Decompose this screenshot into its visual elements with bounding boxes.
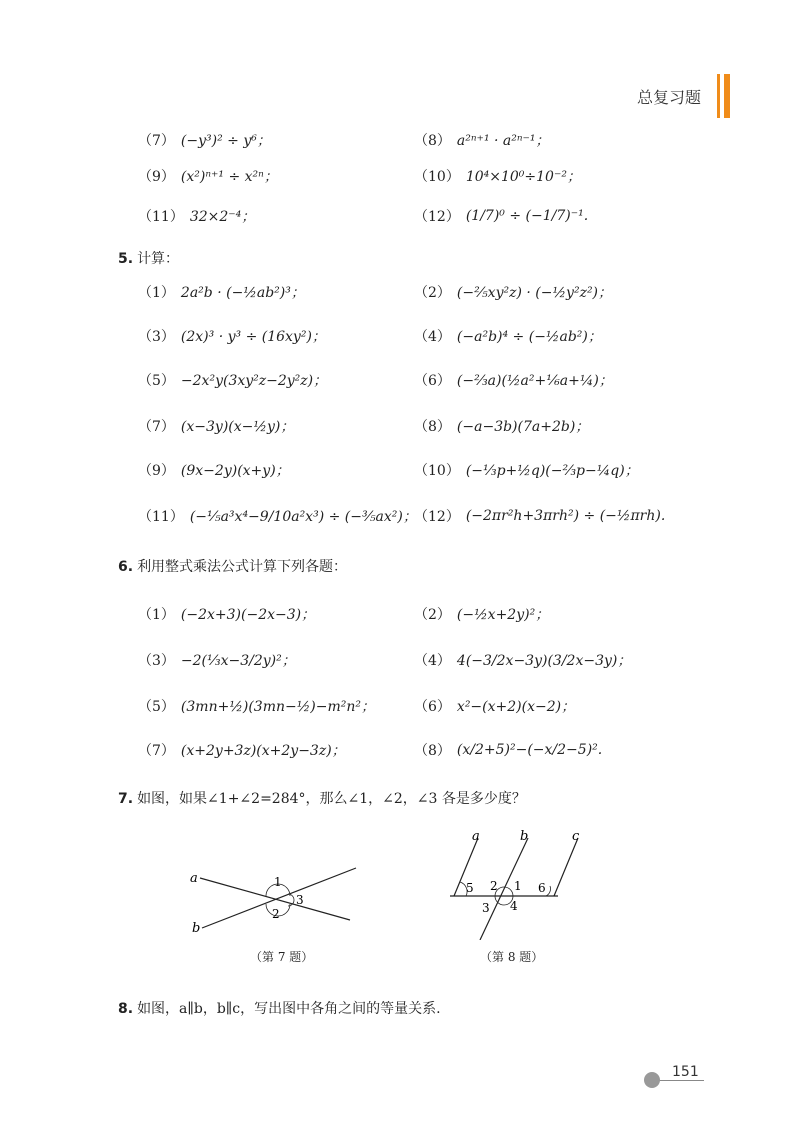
math-expression: −2(⅓x−3/2y)²； bbox=[180, 653, 296, 669]
math-expression: (−⅕a³x⁴−9/10a²x³) ÷ (−⅗ax²)； bbox=[189, 509, 417, 525]
math-expression: (−2πr²h+3πrh²) ÷ (−½πrh). bbox=[465, 508, 666, 524]
math-expression: 10⁴×10⁰÷10⁻²； bbox=[465, 169, 581, 185]
exercise-row bbox=[0, 730, 800, 770]
question-6-heading: 6. 利用整式乘法公式计算下列各题： bbox=[118, 559, 348, 575]
math-expression: a²ⁿ⁺¹ · a²ⁿ⁻¹； bbox=[456, 133, 550, 149]
exercise-item: （10） (−⅓p+½q)(−⅔p−¼q)； bbox=[414, 450, 639, 490]
question-7-text: 7. 如图，如果∠1+∠2=284°，那么∠1，∠2，∠3 各是多少度？ bbox=[118, 791, 526, 807]
exercise-item: （1） (−2x+3)(−2x−3)； bbox=[138, 594, 315, 634]
exercise-row bbox=[0, 406, 800, 446]
math-expression: (−a²b)⁴ ÷ (−½ab²)； bbox=[456, 329, 602, 345]
angle-arc-6 bbox=[546, 886, 551, 896]
exercise-item: （8） a²ⁿ⁺¹ · a²ⁿ⁻¹； bbox=[414, 120, 550, 160]
figure-7-caption: （第 7 题） bbox=[250, 950, 314, 964]
exercise-item: （8） (−a−3b)(7a+2b)； bbox=[414, 406, 589, 446]
exercise-row bbox=[0, 196, 800, 236]
exercise-row bbox=[0, 640, 800, 680]
label-b: b bbox=[192, 921, 201, 936]
exercise-row bbox=[0, 120, 800, 160]
accent-bar-thin bbox=[717, 74, 720, 118]
exercise-item: （5） −2x²y(3xy²z−2y²z)； bbox=[138, 360, 327, 400]
angle-label-2: 2 bbox=[490, 879, 498, 893]
question-8-text: 8. 如图，a∥b，b∥c，写出图中各角之间的等量关系. bbox=[118, 1001, 441, 1017]
math-expression: (3mn+½)(3mn−½)−m²n²； bbox=[180, 699, 376, 715]
angle-label-3: 3 bbox=[482, 901, 490, 915]
math-expression: (1/7)⁰ ÷ (−1/7)⁻¹. bbox=[465, 208, 589, 224]
exercise-item: （8） (x/2+5)²−(−x/2−5)². bbox=[414, 742, 603, 759]
math-expression: (−y³)² ÷ y⁶； bbox=[180, 133, 271, 149]
exercise-row bbox=[0, 272, 800, 312]
label-b: b bbox=[520, 830, 529, 844]
exercise-item: （10） 10⁴×10⁰÷10⁻²； bbox=[414, 156, 581, 196]
exercise-row bbox=[0, 594, 800, 634]
math-expression: −2x²y(3xy²z−2y²z)； bbox=[180, 373, 328, 389]
accent-bar-thick bbox=[724, 74, 730, 118]
exercise-item: （11） 32×2⁻⁴； bbox=[138, 196, 255, 236]
math-expression: (x/2+5)²−(−x/2−5)². bbox=[456, 742, 603, 758]
math-expression: (x−3y)(x−½y)； bbox=[180, 419, 295, 435]
angle-label-1: 1 bbox=[274, 875, 282, 889]
label-c: c bbox=[572, 830, 580, 844]
exercise-item: （1） 2a²b · (−½ab²)³； bbox=[138, 272, 305, 312]
math-expression: (−⅓p+½q)(−⅔p−¼q)； bbox=[465, 463, 639, 479]
exercise-item: （3） (2x)³ · y³ ÷ (16xy²)； bbox=[138, 316, 326, 356]
exercise-row bbox=[0, 316, 800, 356]
exercise-row bbox=[0, 686, 800, 726]
exercise-item: （4） (−a²b)⁴ ÷ (−½ab²)； bbox=[414, 316, 602, 356]
math-expression: (−½x+2y)²； bbox=[456, 607, 550, 623]
figure-7-diagram bbox=[180, 860, 380, 940]
math-expression: (−2x+3)(−2x−3)； bbox=[180, 607, 316, 623]
exercise-item: （9） (9x−2y)(x+y)； bbox=[138, 450, 290, 490]
angle-label-6: 6 bbox=[538, 881, 546, 895]
figure-8-caption: （第 8 题） bbox=[480, 950, 544, 964]
exercise-item: （4） 4(−3/2x−3y)(3/2x−3y)； bbox=[414, 640, 631, 680]
line-c bbox=[554, 838, 578, 896]
exercise-row bbox=[0, 450, 800, 490]
math-expression: 2a²b · (−½ab²)³； bbox=[180, 285, 305, 301]
angle-label-3: 3 bbox=[296, 893, 304, 907]
exercise-item: （12） (−2πr²h+3πrh²) ÷ (−½πrh). bbox=[414, 508, 666, 525]
math-expression: 32×2⁻⁴； bbox=[189, 209, 256, 225]
chapter-header bbox=[637, 74, 730, 118]
exercise-item: （2） (−½x+2y)²； bbox=[414, 594, 549, 634]
exercise-item: （7） (x+2y+3z)(x+2y−3z)； bbox=[138, 730, 346, 770]
exercise-item: （6） x²−(x+2)(x−2)； bbox=[414, 686, 575, 726]
exercise-item: （11） (−⅕a³x⁴−9/10a²x³) ÷ (−⅗ax²)； bbox=[138, 496, 417, 536]
exercise-row bbox=[0, 360, 800, 400]
math-expression: (−a−3b)(7a+2b)； bbox=[456, 419, 590, 435]
math-expression: x²−(x+2)(x−2)； bbox=[456, 699, 576, 715]
exercise-item: （12） (1/7)⁰ ÷ (−1/7)⁻¹. bbox=[414, 208, 589, 225]
angle-label-2: 2 bbox=[272, 907, 280, 921]
label-a: a bbox=[190, 871, 198, 886]
exercise-item: （7） (x−3y)(x−½y)； bbox=[138, 406, 294, 446]
math-expression: (x²)ⁿ⁺¹ ÷ x²ⁿ； bbox=[180, 169, 278, 185]
footer-dot bbox=[644, 1072, 660, 1088]
exercise-item: （7） (−y³)² ÷ y⁶； bbox=[138, 120, 271, 160]
label-a: a bbox=[472, 830, 480, 844]
page-number: 151 bbox=[672, 1064, 699, 1080]
exercise-item: （3） −2(⅓x−3/2y)²； bbox=[138, 640, 296, 680]
figure-8-diagram bbox=[440, 830, 600, 940]
math-expression: (2x)³ · y³ ÷ (16xy²)； bbox=[180, 329, 326, 345]
exercise-row bbox=[0, 156, 800, 196]
exercise-item: （2） (−⅖xy²z) · (−½y²z²)； bbox=[414, 272, 612, 312]
angle-label-1: 1 bbox=[514, 879, 522, 893]
exercise-item: （6） (−⅔a)(½a²+⅙a+¼)； bbox=[414, 360, 613, 400]
math-expression: (x+2y+3z)(x+2y−3z)； bbox=[180, 743, 346, 759]
math-expression: (−⅔a)(½a²+⅙a+¼)； bbox=[456, 373, 613, 389]
exercise-item: （9） (x²)ⁿ⁺¹ ÷ x²ⁿ； bbox=[138, 156, 278, 196]
math-expression: 4(−3/2x−3y)(3/2x−3y)； bbox=[456, 653, 632, 669]
exercise-row bbox=[0, 496, 800, 536]
chapter-title: 总复习题 bbox=[636, 87, 701, 107]
math-expression: (−⅖xy²z) · (−½y²z²)； bbox=[456, 285, 613, 301]
math-expression: (9x−2y)(x+y)； bbox=[180, 463, 290, 479]
angle-label-5: 5 bbox=[466, 881, 474, 895]
question-5-heading: 5. 计算： bbox=[118, 251, 180, 267]
angle-label-4: 4 bbox=[510, 899, 518, 913]
exercise-item: （5） (3mn+½)(3mn−½)−m²n²； bbox=[138, 686, 375, 726]
